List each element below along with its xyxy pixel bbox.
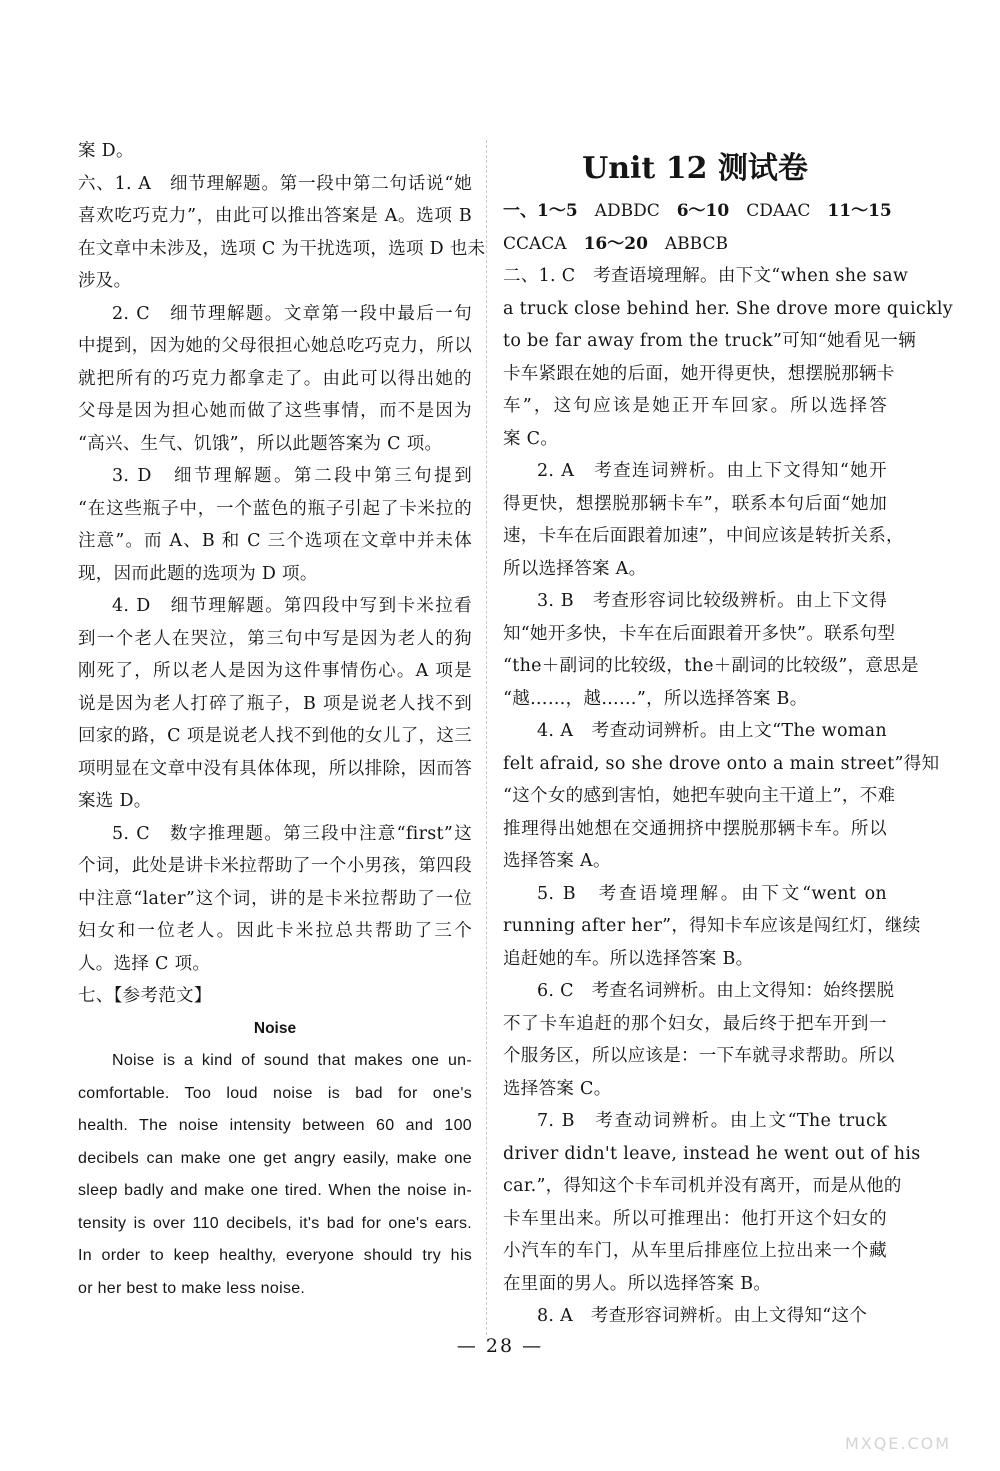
answer-row: [503, 195, 892, 228]
text-line: running after her”，得知卡车应该是闯红灯，继续: [503, 916, 921, 936]
text-line: 就把所有的巧克力都拿走了。由此可以得出她的: [78, 368, 472, 389]
text-line: 7. B 考查动词辨析。由上文“The truck: [537, 1111, 887, 1131]
paragraph: [503, 1300, 887, 1333]
text-line: 二、1. C 考查语境理解。由下文“when she saw: [503, 266, 909, 286]
text-line: to be far away from the truck”可知“她看见一辆: [503, 331, 917, 351]
text-line: 所以选择答案 A。: [503, 558, 647, 579]
question-range: 一、1～5: [503, 201, 578, 221]
paragraph: [78, 298, 472, 461]
text-line: 中提到，因为她的父母很担心她总吃巧克力，所以: [78, 336, 472, 356]
text-line: 在文章中未涉及，选项 C 为干扰选项，选项 D 也未: [78, 238, 486, 259]
text-line: comfortable. Too loud noise is bad for one's: [78, 1084, 472, 1102]
paragraph: [78, 135, 472, 168]
text-line: “这个女的感到害怕，她把车驶向主干道上”，不难: [503, 786, 896, 806]
text-line: felt afraid, so she drove onto a main street”得知: [503, 753, 940, 774]
text-line: 妇女和一位老人。因此卡米拉总共帮助了三个: [78, 921, 472, 941]
paragraph: [503, 975, 895, 1105]
unit-title: Unit 12 测试卷: [582, 151, 808, 186]
text-line: 3. B 考查形容词比较级辨析。由上下文得: [537, 591, 887, 611]
text-line: car.”，得知这个卡车司机并没有离开，而是从他的: [503, 1176, 902, 1196]
text-line: 推理得出她想在交通拥挤中摆脱那辆卡车。所以: [503, 818, 887, 839]
text-line: sleep badly and make one tired. When the noise in-: [78, 1182, 472, 1199]
text-line: decibels can make one get angry easily, make one: [78, 1149, 472, 1167]
right-explanations: [503, 260, 953, 1333]
paragraph: [78, 590, 472, 818]
text-line: 六、1. A 细节理解题。第一段中第二句话说“她: [78, 173, 472, 194]
text-line: “the＋副词的比较级，the＋副词的比较级”，意思是: [503, 656, 919, 676]
text-line: 个词，此处是讲卡米拉帮助了一个小男孩，第四段: [78, 856, 472, 876]
text-line: 得更快，想摆脱那辆卡车”，联系本句后面“她加: [503, 493, 887, 514]
answer-row: [503, 228, 887, 261]
paragraph: [503, 585, 919, 715]
paragraph: [503, 715, 940, 878]
answer-letters: CDAAC: [746, 201, 811, 221]
text-line: 车”，这句应该是她正开车回家。所以选择答: [503, 396, 887, 416]
text-line: “越……，越……”，所以选择答案 B。: [503, 688, 808, 709]
text-line: 5. B 考查语境理解。由下文“went on: [537, 883, 887, 904]
text-line: 卡车里出来。所以可推理出：他打开这个妇女的: [503, 1208, 887, 1229]
paragraph: [78, 980, 472, 1013]
sample-essay: [78, 1045, 472, 1305]
text-line: 七、【参考范文】: [78, 986, 212, 1006]
paragraph: [78, 818, 472, 981]
text-line: 现，因而此题的选项为 D 项。: [78, 563, 318, 584]
text-line: 4. D 细节理解题。第四段中写到卡米拉看: [112, 596, 472, 616]
text-line: health. The noise intensity between 60 and 100: [78, 1117, 472, 1134]
left-column: [78, 135, 486, 1305]
text-line: 案 C。: [503, 428, 559, 449]
text-line: a truck close behind her. She drove more quickly: [503, 298, 953, 319]
text-line: 喜欢吃巧克力”，由此可以推出答案是 A。选项 B: [78, 206, 472, 226]
text-line: “高兴、生气、饥饿”，所以此题答案为 C 项。: [78, 433, 443, 454]
text-line: 项明显在文章中没有具体体现，所以排除，因而答: [78, 758, 472, 779]
page-number: — 28 —: [456, 1335, 544, 1357]
paragraph: [503, 455, 904, 585]
text-line: 4. A 考查动词辨析。由上文“The woman: [537, 721, 887, 741]
paragraph: [503, 878, 921, 976]
text-line: 5. C 数字推理题。第三段中注意“first”这: [112, 823, 472, 844]
text-line: 2. C 细节理解题。文章第一段中最后一句: [112, 303, 472, 324]
answer-letters: ABBCB: [664, 233, 728, 254]
text-line: 6. C 考查名词辨析。由上文得知：始终摆脱: [537, 981, 895, 1001]
text-line: 案 D。: [78, 141, 134, 161]
text-line: 案选 D。: [78, 791, 152, 811]
paragraph: [78, 460, 472, 590]
text-line: In order to keep healthy, everyone should try his: [78, 1247, 472, 1264]
watermark-logo: [808, 1382, 988, 1462]
text-line: 速，卡车在后面跟着加速”，中间应该是转折关系，: [503, 526, 904, 546]
column-divider: [486, 140, 487, 1335]
text-line: 追赶她的车。所以选择答案 B。: [503, 948, 754, 969]
text-line: tensity is over 110 decibels, it's bad for one's ears.: [78, 1214, 472, 1232]
answer-summary: [503, 195, 892, 260]
text-line: 不了卡车追赶的那个妇女，最后终于把车开到一: [503, 1013, 887, 1034]
text-line: 说是因为老人打碎了瓶子，B 项是说老人找不到: [78, 693, 472, 714]
text-line: 到一个老人在哭泣，第三句中写是因为老人的狗: [78, 628, 472, 649]
text-line: 中注意“later”这个词，讲的是卡米拉帮助了一位: [78, 888, 472, 909]
text-line: 父母是因为担心她而做了这些事情，而不是因为: [78, 401, 472, 421]
text-line: 知“她开多快，卡车在后面跟着开多快”。联系句型: [503, 623, 896, 644]
text-line: 在里面的男人。所以选择答案 B。: [503, 1273, 772, 1294]
text-line: 3. D 细节理解题。第二段中第三句提到: [112, 466, 472, 486]
paragraph: [503, 260, 953, 455]
text-line: 卡车紧跟在她的后面，她开得更快，想摆脱那辆卡: [503, 363, 895, 384]
text-line: 涉及。: [78, 271, 132, 291]
paragraph: [503, 1105, 921, 1300]
text-line: 刚死了，所以老人是因为这件事情伤心。A 项是: [78, 661, 472, 681]
paragraph: [78, 168, 486, 298]
text-line: 选择答案 A。: [503, 851, 611, 871]
question-range: 6～10: [676, 201, 730, 221]
essay-title: Noise: [253, 1019, 297, 1037]
text-line: 个服务区，所以应该是：一下车就寻求帮助。所以: [503, 1046, 895, 1066]
right-column: [503, 135, 953, 1333]
text-line: 注意”。而 A、B 和 C 三个选项在文章中并未体: [78, 531, 472, 551]
question-range: 16～20: [583, 233, 648, 254]
text-line: “在这些瓶子中，一个蓝色的瓶子引起了卡米拉的: [78, 498, 472, 519]
text-line: 回家的路，C 项是说老人找不到他的女儿了，这三: [78, 726, 472, 746]
watermark-url: MXQE.COM: [844, 1434, 952, 1453]
text-line: 小汽车的车门，从车里后排座位上拉出来一个藏: [503, 1241, 887, 1261]
text-line: Noise is a kind of sound that makes one un-: [112, 1052, 472, 1069]
text-line: 2. A 考查连词辨析。由上下文得知“她开: [537, 461, 887, 481]
answer-letters: ADBDC: [594, 201, 660, 221]
text-line: driver didn't leave, instead he went out of his: [503, 1143, 921, 1164]
text-line: 选择答案 C。: [503, 1078, 612, 1099]
text-line: 8. A 考查形容词辨析。由上文得知“这个: [537, 1306, 868, 1326]
question-range: 11～15: [827, 201, 892, 221]
answer-letters: CCACA: [503, 233, 567, 254]
text-line: or her best to make less noise.: [78, 1279, 306, 1297]
text-line: 人。选择 C 项。: [78, 953, 211, 974]
